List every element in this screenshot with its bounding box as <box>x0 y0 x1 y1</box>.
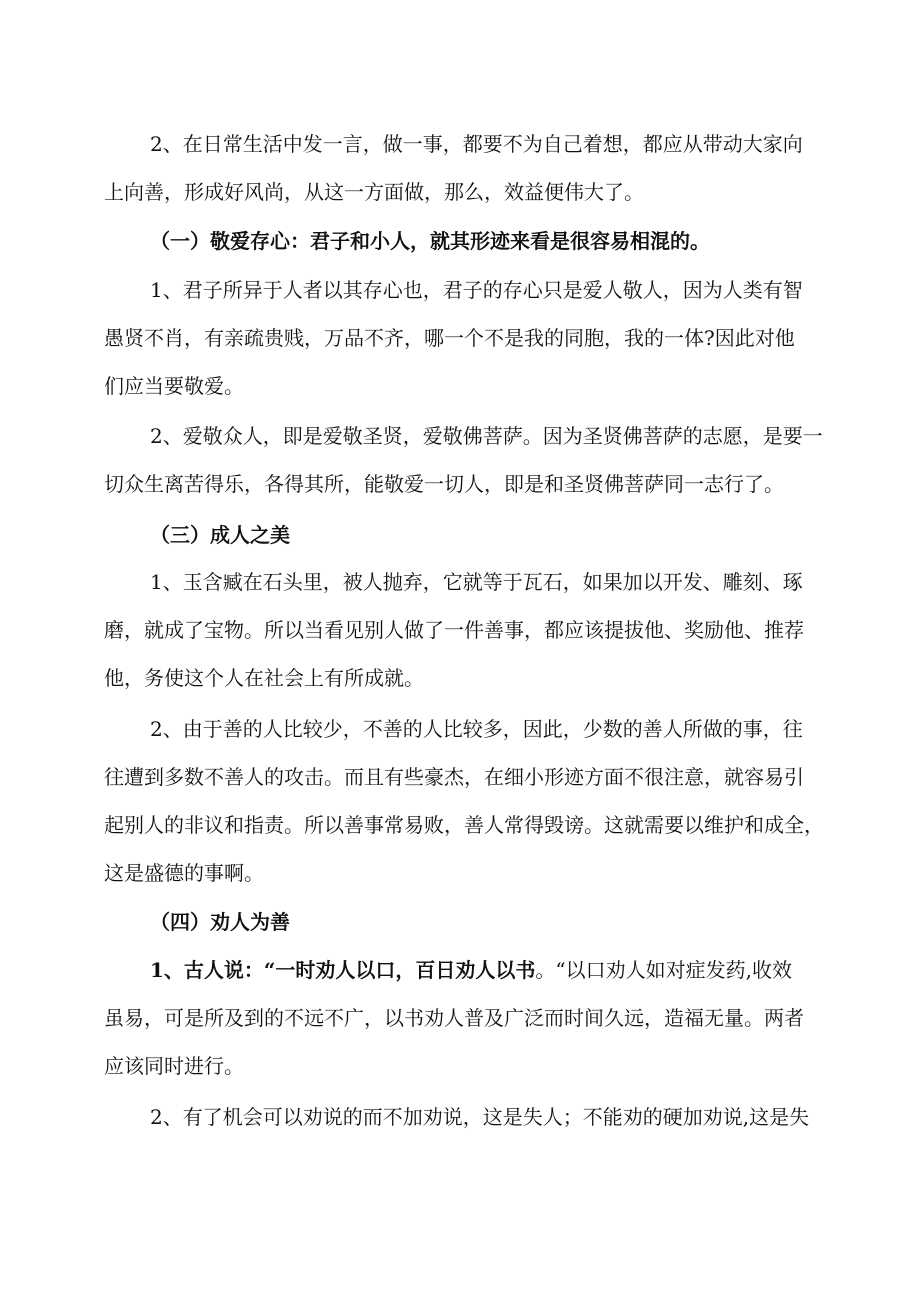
paragraph-6 <box>104 946 817 1090</box>
paragraph-line: 往遭到多数不善人的攻击。而且有些豪杰，在细小形迹方面不很注意，就容易引 <box>104 765 804 789</box>
section-heading-1: （一）敬爱存心：君子和小人，就其形迹来看是很容易相混的。 <box>150 229 710 253</box>
paragraph-3 <box>104 412 823 508</box>
paragraph-line: 1、君子所异于人者以其存心也，君子的存心只是爱人敬人，因为人类有智 <box>150 278 803 302</box>
paragraph-line: 应该同时进行。 <box>104 1054 244 1078</box>
paragraph-line: 起别人的非议和指责。所以善事常易败，善人常得毁谤。这就需要以维护和成全， <box>104 813 824 837</box>
paragraph-line: 他，务使这个人在社会上有所成就。 <box>104 666 424 690</box>
paragraph-line: 上向善，形成好风尚，从这一方面做，那么，效益便伟大了。 <box>104 180 644 204</box>
paragraph-line: 1、玉含臧在石头里，被人抛弃，它就等于瓦石，如果加以开发、雕刻、琢 <box>150 570 803 594</box>
bold-quote: 1、古人说：“一时劝人以口，百日劝人以书 <box>150 958 536 982</box>
paragraph-line: 2、由于善的人比较少，不善的人比较多，因此，少数的善人所做的事，往 <box>150 717 803 741</box>
section-heading-3: （四）劝人为善 <box>150 910 290 934</box>
paragraph-line <box>104 946 817 994</box>
paragraph-line: 磨，就成了宝物。所以当看见别人做了一件善事，都应该提拔他、奖励他、推荐 <box>104 618 804 642</box>
paragraph-line: 切众生离苦得乐，各得其所，能敬爱一切人，即是和圣贤佛菩萨同一志行了。 <box>104 472 784 496</box>
paragraph-line: 2、爱敬众人，即是爱敬圣贤，爱敬佛菩萨。因为圣贤佛菩萨的志愿，是要一 <box>150 424 823 448</box>
paragraph-line: 2、有了机会可以劝说的而不加劝说，这是失人；不能劝的硬加劝说,这是失 <box>150 1105 810 1129</box>
quote-continuation: 。“以口劝人如对症发药,收效 <box>535 958 793 982</box>
paragraph-7 <box>104 1093 817 1141</box>
paragraph-line: 这是盛德的事啊。 <box>104 861 264 885</box>
paragraph-4 <box>104 558 817 702</box>
section-heading-2: （三）成人之美 <box>150 523 290 547</box>
paragraph-line: 愚贤不肖，有亲疏贵贱，万品不齐，哪一个不是我的同胞，我的一体?因此对他 <box>104 326 795 350</box>
paragraph-line: 们应当要敬爱。 <box>104 374 244 398</box>
paragraph-2 <box>104 266 817 410</box>
paragraph-line: 虽易，可是所及到的不远不广，以书劝人普及广泛而时间久远，造福无量。两者 <box>104 1006 804 1030</box>
paragraph-5 <box>104 705 824 897</box>
paragraph-1 <box>104 120 817 216</box>
paragraph-line: 2、在日常生活中发一言，做一事，都要不为自己着想，都应从带动大家向 <box>150 132 803 156</box>
